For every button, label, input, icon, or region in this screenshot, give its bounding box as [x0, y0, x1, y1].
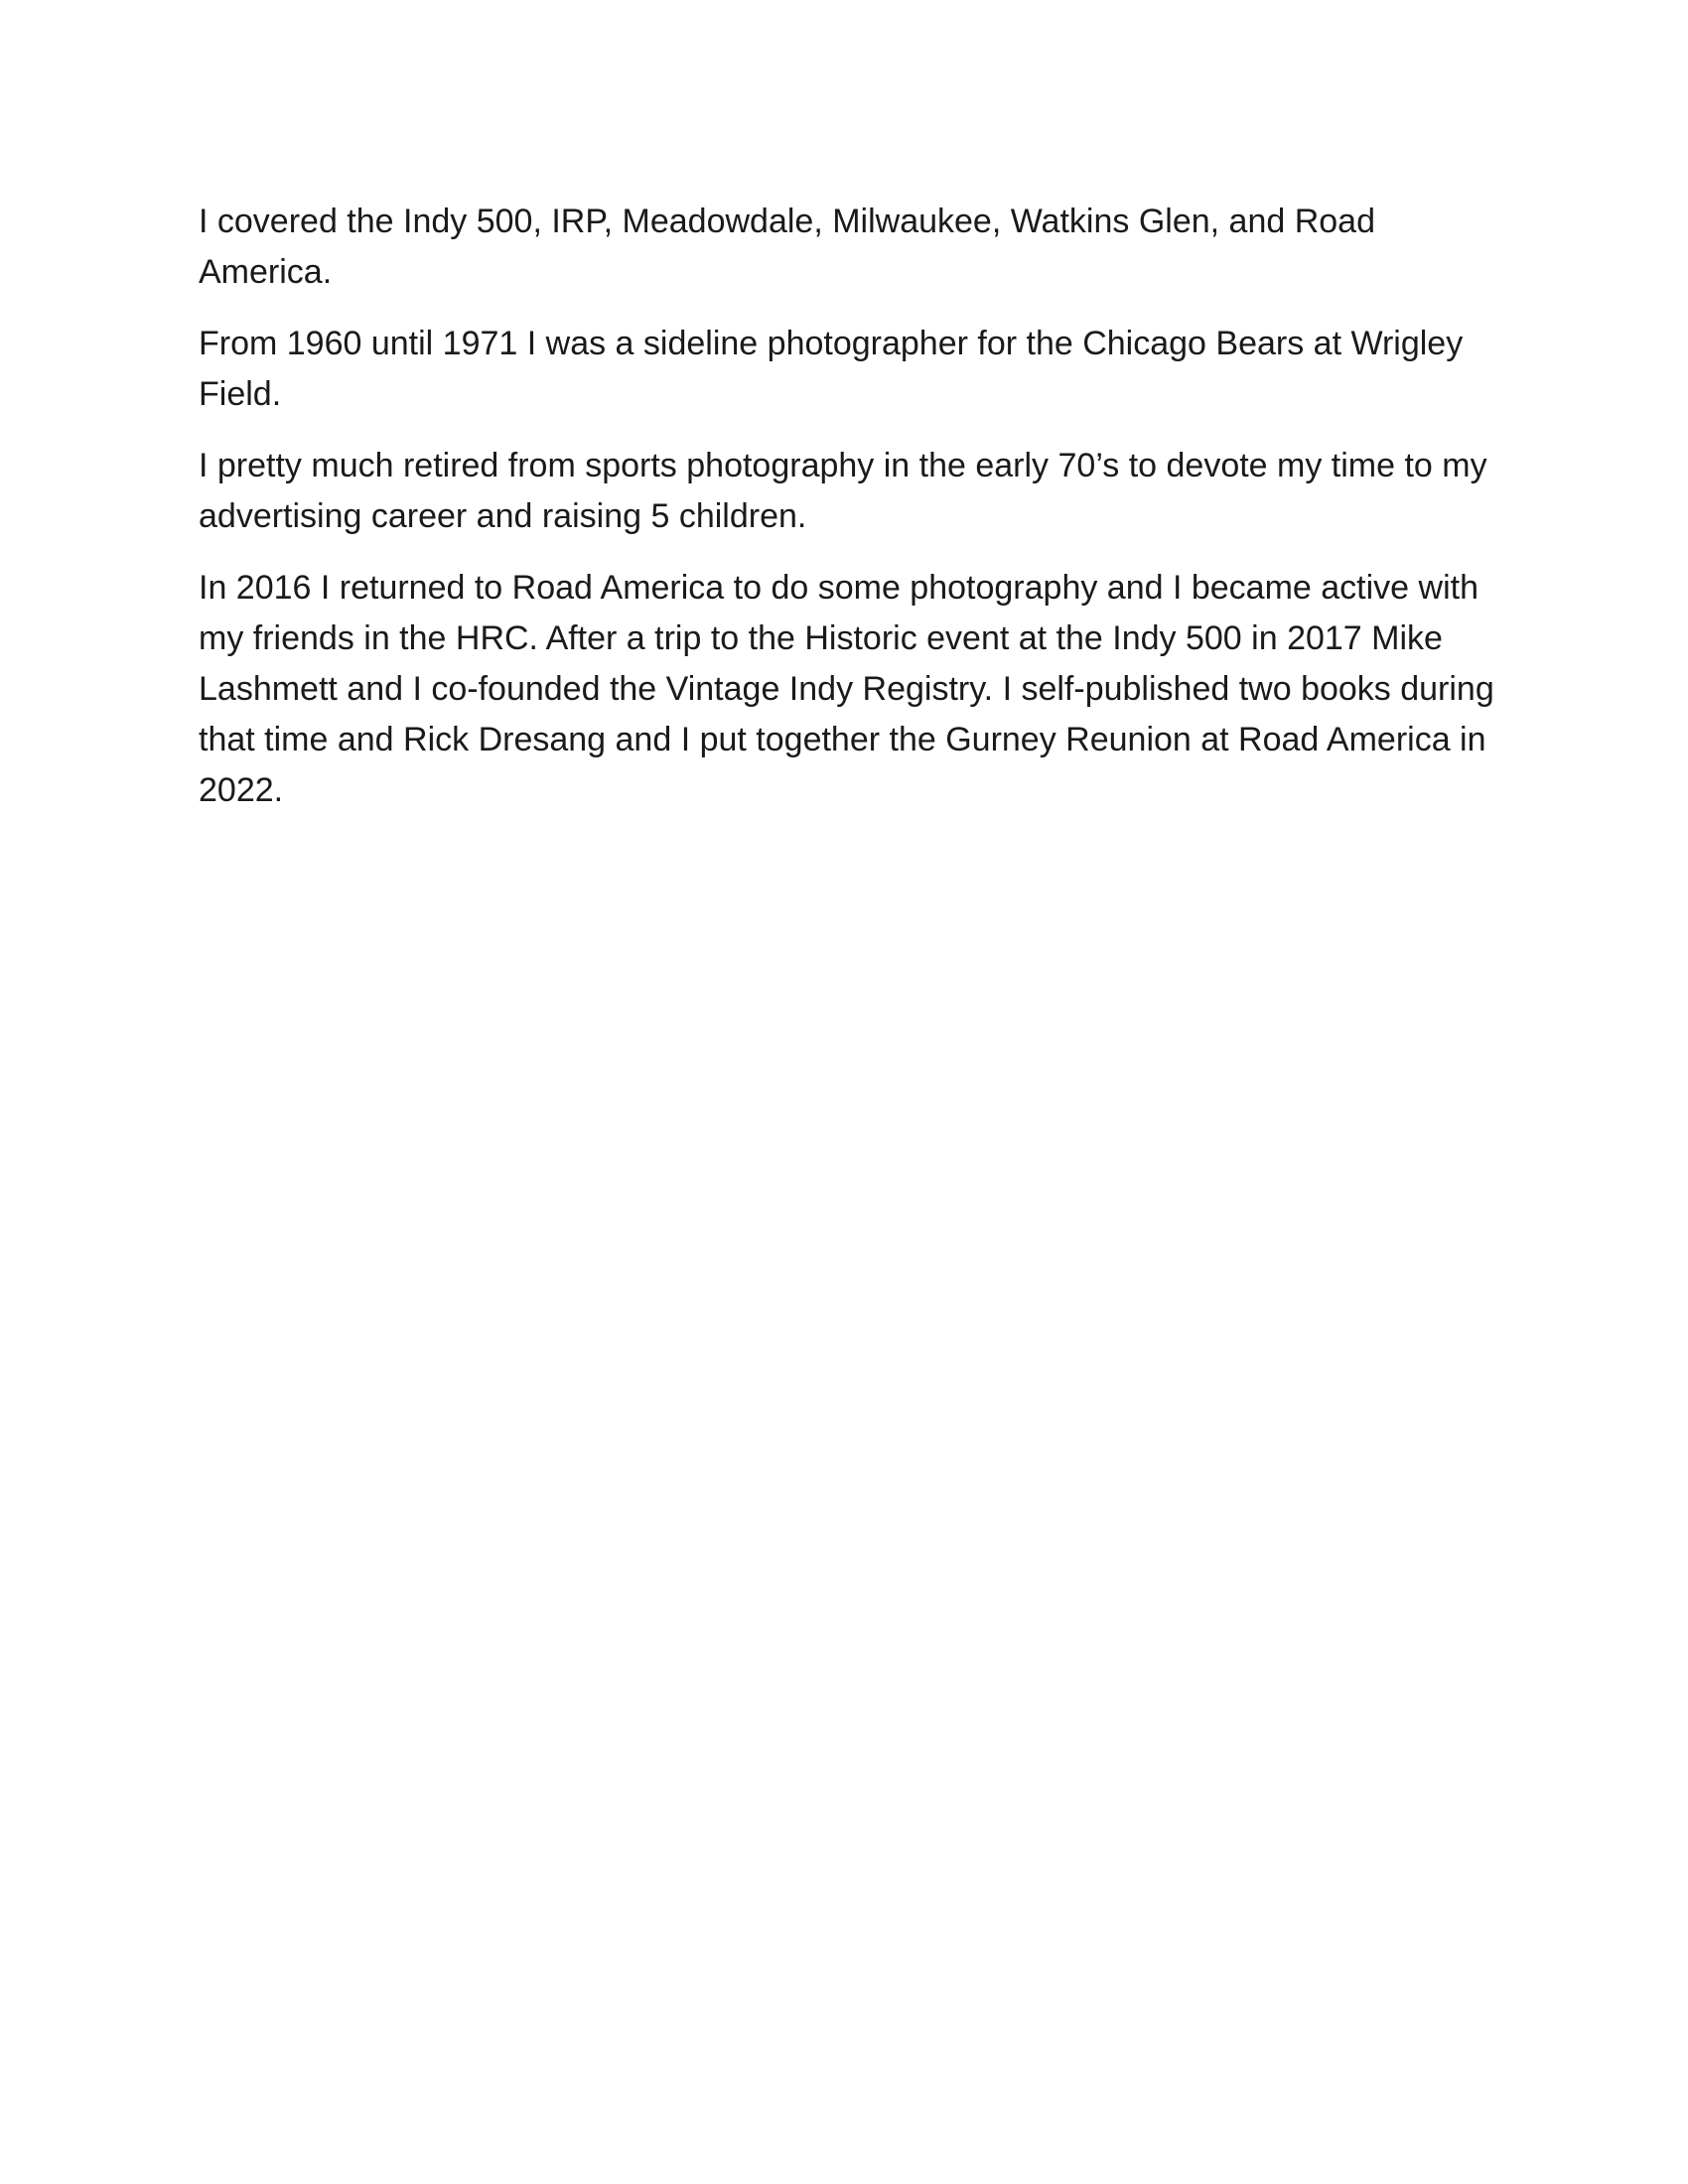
paragraph-chicago-bears: From 1960 until 1971 I was a sideline photographer for the Chicago Bears at Wrigley Field.	[199, 325, 1464, 413]
paragraph-road-america-return: In 2016 I returned to Road America to do some photography and I became active with my friends in the HRC. After a trip to the Historic event at the Indy 500 in 2017 Mike Lashmett and I co-founded the Vintage Indy Registry. I self-published two books during that time and Rick Dresang and I put together the Gurney Reunion at Road America in 2022.	[199, 569, 1494, 809]
paragraph-racing-events: I covered the Indy 500, IRP, Meadowdale, Milwaukee, Watkins Glen, and Road America.	[199, 203, 1375, 291]
paragraph-retirement: I pretty much retired from sports photography in the early 70’s to devote my time to my advertising career and raising 5 children.	[199, 447, 1487, 535]
document-body	[199, 197, 1499, 837]
